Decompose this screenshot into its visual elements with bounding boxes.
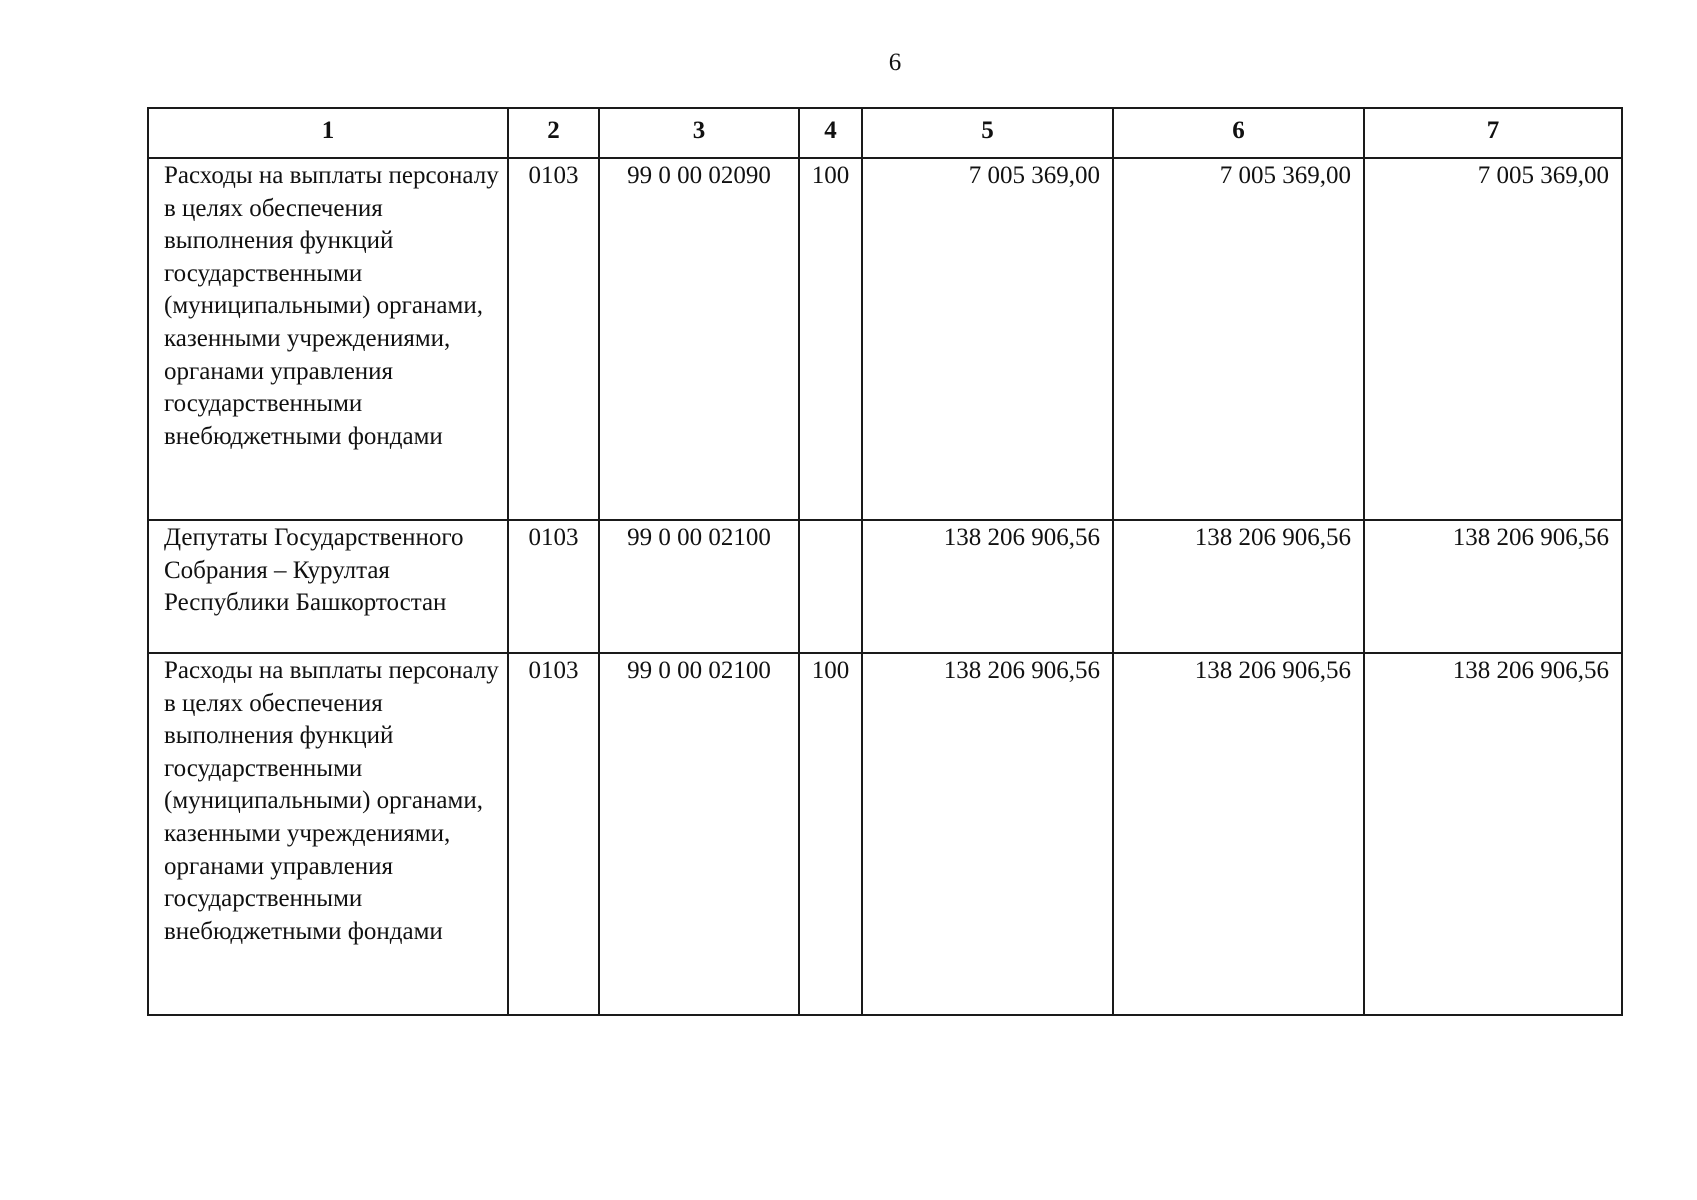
table-row [148, 158, 1622, 520]
amount-col5-cell: 138 206 906,56 [862, 653, 1113, 1015]
column-header-2: 2 [508, 108, 599, 158]
column-header-1: 1 [148, 108, 508, 158]
page-number: 6 [888, 49, 902, 76]
expense-type-cell: 100 [799, 158, 862, 520]
column-header-7: 7 [1364, 108, 1622, 158]
table-header-row [148, 108, 1622, 158]
section-code-cell: 0103 [508, 653, 599, 1015]
amount-col5-cell: 7 005 369,00 [862, 158, 1113, 520]
amount-col6-cell: 138 206 906,56 [1113, 520, 1364, 653]
column-header-4: 4 [799, 108, 862, 158]
column-header-6: 6 [1113, 108, 1364, 158]
amount-col7-cell: 138 206 906,56 [1364, 520, 1622, 653]
budget-table [147, 107, 1623, 1016]
expense-name-cell: Расходы на выплаты персоналу в целях обеспечения выполнения функций государственными (муниципальными) органами, казенными учреждениями, органами управления государственными внебюджетными фондами [148, 158, 508, 520]
amount-col5-cell: 138 206 906,56 [862, 520, 1113, 653]
target-article-cell: 99 0 00 02100 [599, 653, 799, 1015]
table-row [148, 653, 1622, 1015]
amount-col7-cell: 138 206 906,56 [1364, 653, 1622, 1015]
expense-type-cell [799, 520, 862, 653]
expense-type-cell: 100 [799, 653, 862, 1015]
amount-col6-cell: 138 206 906,56 [1113, 653, 1364, 1015]
section-code-cell: 0103 [508, 520, 599, 653]
target-article-cell: 99 0 00 02090 [599, 158, 799, 520]
expense-name-cell: Расходы на выплаты персоналу в целях обеспечения выполнения функций государственными (муниципальными) органами, казенными учреждениями, органами управления государственными внебюджетными фондами [148, 653, 508, 1015]
target-article-cell: 99 0 00 02100 [599, 520, 799, 653]
section-code-cell: 0103 [508, 158, 599, 520]
amount-col7-cell: 7 005 369,00 [1364, 158, 1622, 520]
expense-name-cell: Депутаты Государственного Собрания – Курултая Республики Башкортостан [148, 520, 508, 653]
table-row [148, 520, 1622, 653]
column-header-5: 5 [862, 108, 1113, 158]
column-header-3: 3 [599, 108, 799, 158]
amount-col6-cell: 7 005 369,00 [1113, 158, 1364, 520]
